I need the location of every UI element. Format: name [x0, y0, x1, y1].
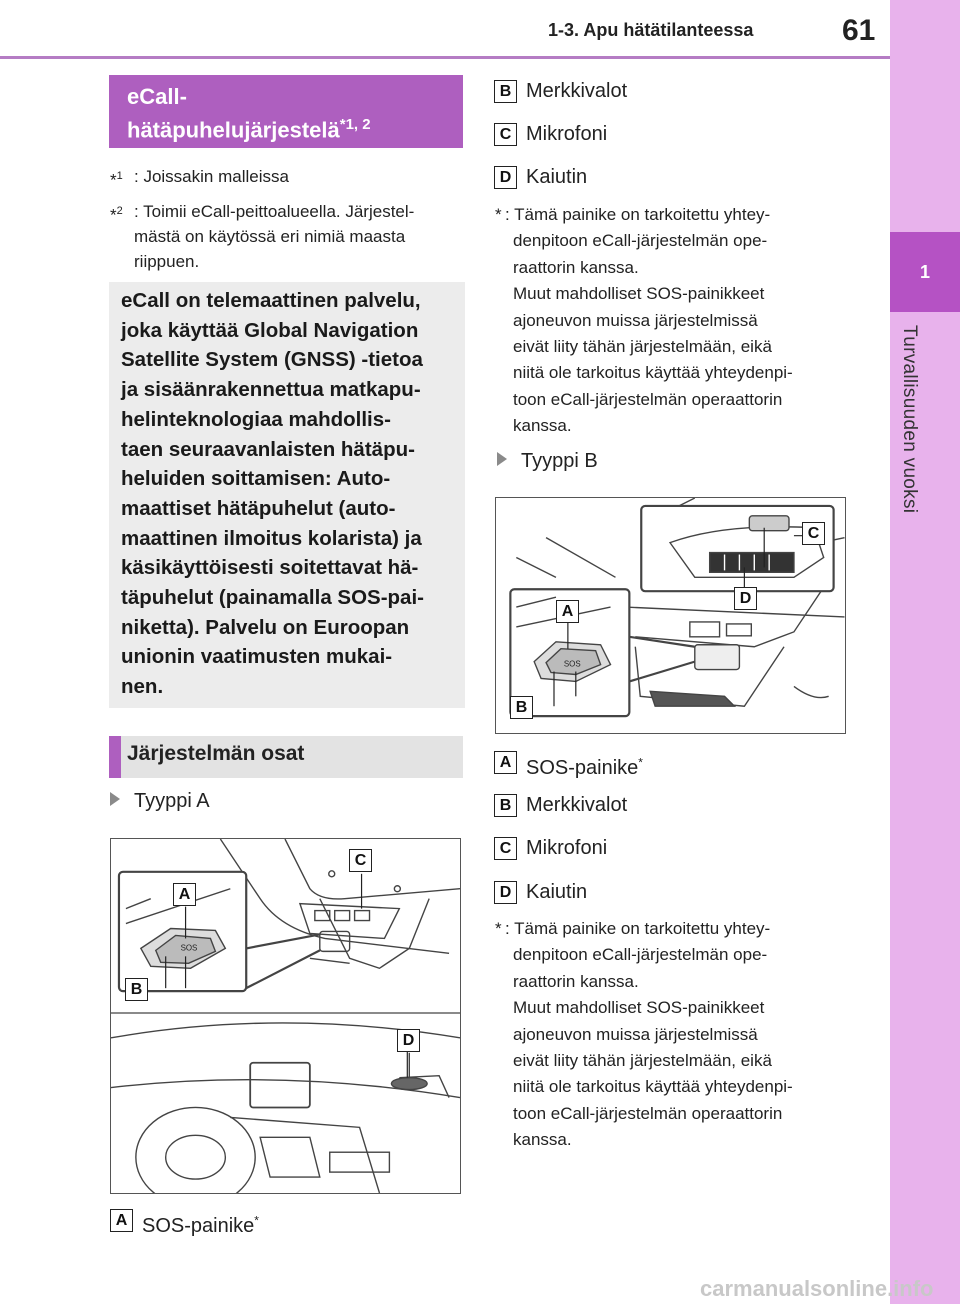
info-line: Satellite System (GNSS) -tietoa: [121, 348, 423, 372]
type-b-note: * : Tämä painike on tarkoitettu yhtey- denpitoon eCall-järjestelmän ope- raattorin kanssa. Muut mahdolliset SOS-painikkeet ajoneuvon muissa järjestelmissä eivät liity tähän järjestelmään, eikä niitä ole tarkoitus käyttää yhteydenpi- toon eCall-järjestelmän operaattorin kanssa.: [495, 916, 835, 1154]
note-line: niitä ole tarkoitus käyttää yhteydenpi-: [513, 1077, 793, 1097]
info-line: unionin vaatimusten mukai-: [121, 645, 393, 669]
info-line: joka käyttää Global Navigation: [121, 318, 419, 342]
info-line: nen.: [121, 675, 164, 699]
note-line: : Tämä painike on tarkoitettu yhtey-: [505, 919, 771, 938]
info-line: täpuhelut (painamalla SOS-pai-: [121, 586, 424, 610]
type-b-legend-b: B Merkkivalot: [494, 792, 627, 818]
section-heading-line1: eCall-: [127, 84, 187, 109]
note-line: eivät liity tähän järjestelmään, eikä: [513, 337, 772, 357]
page-number: 61: [842, 14, 876, 47]
footnote-2: *$^2$ : Toimii eCall-peittoalueella. Järjestel-mästä on käytössä eri nimiä maasta riippuen.: [110, 199, 460, 274]
info-line: käsikäyttöisesti soitettavat hä-: [121, 556, 419, 580]
triangle-bullet-icon: [497, 452, 507, 466]
type-b-legend-c: C Mikrofoni: [494, 835, 607, 861]
info-line: maattinen ilmoitus kolarista) ja: [121, 526, 422, 550]
note-line: niitä ole tarkoitus käyttää yhteydenpi-: [513, 363, 793, 383]
info-box: [109, 282, 465, 708]
type-a-note: * : Tämä painike on tarkoitettu yhtey- denpitoon eCall-järjestelmän ope- raattorin kanssa. Muut mahdolliset SOS-painikkeet ajoneuvon muissa järjestelmissä eivät liity tähän järjestelmään, eikä niitä ole tarkoitus käyttää yhteydenpi- toon eCall-järjestelmän operaattorin kanssa.: [495, 202, 835, 440]
sos-text: SOS: [563, 659, 581, 669]
note-line: ajoneuvon muissa järjestelmissä: [513, 1024, 758, 1044]
section-heading-line2: hätäpuhelujärjestelä$^{*1, 2}$: [127, 116, 371, 143]
info-line: maattiset hätäpuhelut (auto-: [121, 496, 396, 520]
chapter-side-strip: [890, 0, 960, 1304]
note-line: denpitoon eCall-järjestelmän ope-: [513, 945, 768, 965]
info-line: eCall on telemaattinen palvelu,: [121, 289, 421, 312]
note-line: eivät liity tähän järjestelmään, eikä: [513, 1051, 772, 1071]
note-line: ajoneuvon muissa järjestelmissä: [513, 310, 758, 330]
section-heading-box: [109, 75, 463, 148]
footnote-2-text: : Toimii eCall-peittoalueella. Järjestel-mästä on käytössä eri nimiä maasta riippuen.: [134, 202, 415, 271]
note-line: kanssa.: [513, 1130, 572, 1150]
figure-type-b: SOS A B C D: [495, 497, 846, 734]
note-line: raattorin kanssa.: [513, 971, 639, 991]
note-line: raattorin kanssa.: [513, 257, 639, 277]
figure-type-a-drawing: [111, 839, 460, 1193]
info-line: taen seuraavanlaisten hätäpu-: [121, 437, 415, 461]
info-line: ja sisäänrakennettua matkapu-: [121, 378, 421, 402]
type-a-label: Tyyppi A: [110, 790, 210, 813]
type-b-label: Tyyppi B: [497, 450, 598, 473]
info-line: heluiden soittamisen: Auto-: [121, 467, 391, 491]
type-b-legend-a: A SOS-painike*: [494, 749, 643, 775]
note-line: toon eCall-järjestelmän operaattorin: [513, 389, 783, 409]
type-b-legend-d: D Kaiutin: [494, 879, 587, 905]
note-line: Muut mahdolliset SOS-painikkeet: [513, 998, 765, 1018]
note-line: Muut mahdolliset SOS-painikkeet: [513, 284, 765, 304]
triangle-bullet-icon: [110, 792, 120, 806]
chapter-label: Turvallisuuden vuoksi: [899, 325, 920, 514]
type-a-legend-b: B Merkkivalot: [494, 78, 627, 104]
note-line: toon eCall-järjestelmän operaattorin: [513, 1103, 783, 1123]
footnote-1: *$^1$ : Joissakin malleissa: [110, 167, 289, 190]
note-line: denpitoon eCall-järjestelmän ope-: [513, 231, 768, 251]
chapter-tab[interactable]: 1: [890, 232, 960, 312]
type-a-legend-d: D Kaiutin: [494, 164, 587, 190]
info-line: helinteknologiaa mahdollis-: [121, 407, 391, 431]
section-title: 1-3. Apu hätätilanteessa: [548, 20, 754, 40]
subheading-components: Järjestelmän osat: [109, 736, 463, 778]
header-divider: [0, 56, 890, 59]
type-a-legend-a: A SOS-painike*: [110, 1207, 259, 1233]
watermark: carmanualsonline.info: [700, 1276, 934, 1301]
note-line: : Tämä painike on tarkoitettu yhtey-: [505, 205, 771, 224]
sos-text: SOS: [180, 943, 198, 953]
note-line: kanssa.: [513, 416, 572, 436]
info-line: niketta). Palvelu on Euroopan: [121, 615, 410, 639]
figure-type-a: SOS A B C D: [110, 838, 461, 1194]
type-a-legend-c: C Mikrofoni: [494, 121, 607, 147]
figure-type-b-drawing: [496, 498, 845, 733]
